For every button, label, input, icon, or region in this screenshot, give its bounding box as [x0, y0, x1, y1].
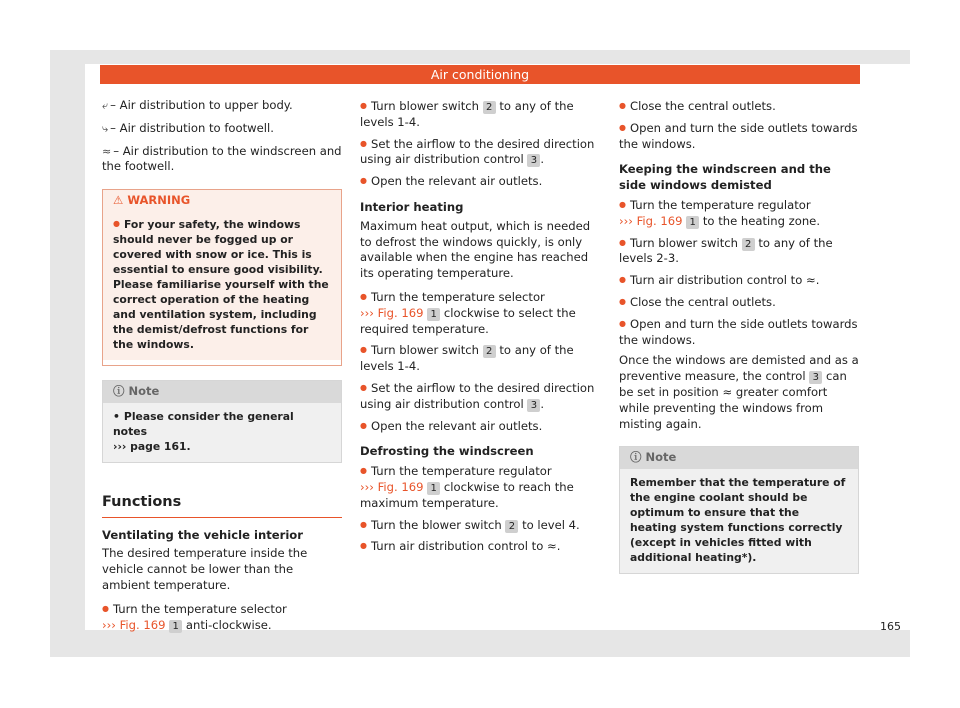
callout-number: 2 [742, 238, 755, 251]
keep-bullet-2: ● Turn blower switch 2 to any of the levels 2-3. [619, 235, 859, 268]
callout-number: 1 [427, 308, 440, 321]
blower-bullet: ● Turn blower switch 2 to any of the levels 1-4. [360, 98, 600, 131]
callout-number: 3 [527, 154, 540, 167]
page-link[interactable]: ››› page 161. [113, 439, 191, 453]
keep-bullet-4: ● Close the central outlets. [619, 294, 859, 311]
defrost-bullet-3: ● Turn air distribution control to ≈. [360, 538, 600, 555]
vent-text: The desired temperature inside the vehicle cannot be lower than the ambient temperature. [102, 546, 308, 592]
chapter-header: Air conditioning [100, 65, 860, 84]
fig-link[interactable]: ››› Fig. 169 [619, 213, 683, 228]
warning-box [102, 189, 342, 366]
footwell-airflow-icon: ⤷ [102, 121, 109, 135]
windscreen-footwell-airflow-icon: ≈ [722, 384, 733, 399]
column-3 [619, 98, 859, 574]
keep-bullet-5: ● Open and turn the side outlets towards the windows. [619, 316, 859, 349]
keep-bullet-3: ● Turn air distribution control to ≈. [619, 272, 859, 289]
note-box-2 [619, 446, 859, 574]
warning-header: ⚠ WARNING [103, 190, 341, 212]
callout-number: 2 [483, 101, 496, 114]
airflow-bullet: ● Set the airflow to the desired direction using air distribution control 3 . [360, 136, 600, 169]
callout-number: 2 [483, 345, 496, 358]
heat-bullet-4: ● Open the relevant air outlets. [360, 418, 600, 435]
page-number: 165 [880, 620, 901, 633]
callout-number: 3 [809, 371, 822, 384]
defrost-bullet-1: ● Turn the temperature regulator ››› Fig. 169 1 clockwise to reach the maximum temperature. [360, 463, 600, 511]
windscreen-footwell-airflow-icon: ≈ [102, 144, 112, 158]
callout-number: 1 [427, 482, 440, 495]
callout-number: 1 [686, 216, 699, 229]
vent-bullet: ● Turn the temperature selector ››› Fig. 169 1 anti-clockwise. [102, 601, 342, 634]
note-header: ⓘ Note [103, 381, 341, 403]
note-box [102, 380, 342, 463]
fig-link[interactable]: ››› Fig. 169 [102, 617, 166, 632]
column-1 [102, 98, 342, 638]
vent-heading: Ventilating the vehicle interior [102, 527, 303, 542]
once-demisted-text: Once the windows are demisted and as a preventive measure, the control 3 can be set in position ≈ greater comfort while preventing the windows from misting again. [619, 353, 859, 431]
side-outlets-bullet: ● Open and turn the side outlets towards the windows. [619, 120, 859, 153]
outlets-bullet: ● Open the relevant air outlets. [360, 173, 600, 190]
defrost-heading: Defrosting the windscreen [360, 444, 534, 459]
fig-link[interactable]: ››› Fig. 169 [360, 305, 424, 320]
warning-triangle-icon: ⚠ [113, 193, 128, 208]
windscreen-defrost-icon: ≈ [546, 539, 557, 554]
heat-bullet-2: ● Turn blower switch 2 to any of the levels 1-4. [360, 342, 600, 375]
windscreen-defrost-icon: ≈ [805, 273, 816, 288]
column-2 [360, 98, 600, 560]
heat-bullet-1: ● Turn the temperature selector ››› Fig. 169 1 clockwise to select the required temperature. [360, 289, 600, 337]
fig-link[interactable]: ››› Fig. 169 [360, 479, 424, 494]
note-body: • Please consider the general notes ››› page 161. [103, 403, 341, 462]
keep-demisted-heading: Keeping the windscreen and the side windows demisted [619, 162, 831, 193]
warning-text: ● For your safety, the windows should never be fogged up or covered with snow or ice. This is essential to ensure good visibility. Please familiarise yourself with the correct operation of the heating and ventilation system, including the demist/defrost functions for the windows. [103, 212, 341, 360]
heat-text: Maximum heat output, which is needed to defrost the windows quickly, is only available when the engine has reached its operating temperature. [360, 218, 591, 281]
upper-body-airflow-icon: ⤶ [102, 99, 109, 112]
callout-number: 3 [527, 399, 540, 412]
heat-heading: Interior heating [360, 199, 464, 214]
callout-number: 2 [505, 520, 518, 533]
note-body: Remember that the temperature of the engine coolant should be optimum to ensure that the heating system functions correctly (except in vehicles fitted with additional heating*). [630, 476, 846, 565]
callout-number: 1 [169, 620, 182, 633]
dist-upper-line: ⤶ – Air distribution to upper body. [102, 98, 293, 112]
close-outlets-bullet: ● Close the central outlets. [619, 98, 859, 115]
defrost-bullet-2: ● Turn the blower switch 2 to level 4. [360, 517, 600, 534]
section-title: Functions [102, 495, 342, 518]
info-icon: ⓘ [630, 450, 646, 465]
info-icon: ⓘ [113, 383, 129, 398]
keep-bullet-1: ● Turn the temperature regulator ››› Fig. 169 1 to the heating zone. [619, 197, 859, 230]
note-header: ⓘ Note [620, 447, 858, 469]
dist-windscreen-line: ≈ – Air distribution to the windscreen and the footwell. [102, 143, 342, 174]
dist-foot-line: ⤷ – Air distribution to footwell. [102, 120, 274, 135]
heat-bullet-3: ● Set the airflow to the desired direction using air distribution control 3 . [360, 380, 600, 413]
